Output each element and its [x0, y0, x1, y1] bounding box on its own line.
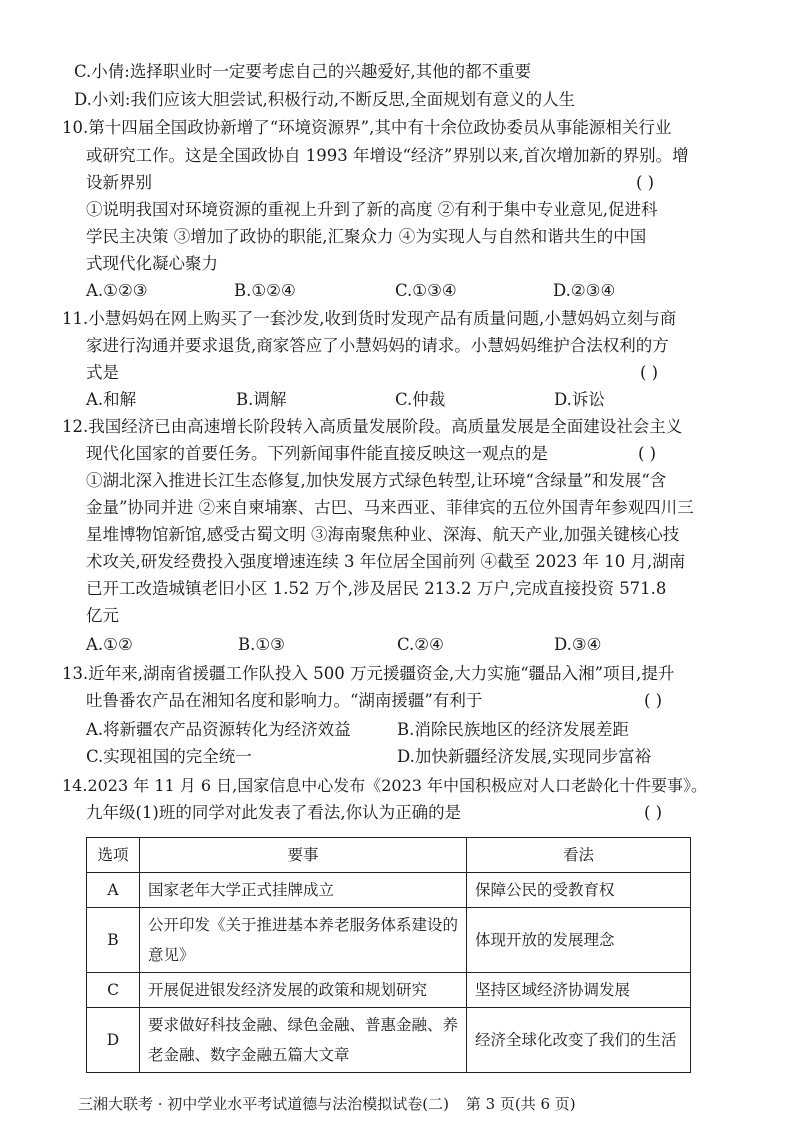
q12-option-a: A.①② — [86, 635, 133, 654]
q10-stem-line1: 10.第十四届全国政协新增了“环境资源界”,其中有十余位政协委员从事能源相关行业 — [62, 118, 672, 137]
q14-stem-line1: 14.2023 年 11 月 6 日,国家信息中心发布《2023 年中国积极应对人口老龄化十件要事》。 — [62, 776, 708, 795]
q10-option-b: B.①②④ — [234, 281, 296, 300]
table-cell-option: C — [87, 973, 140, 1008]
table-cell-view: 体现开放的发展理念 — [467, 908, 691, 973]
q12-statement-line4: 术攻关,研发经费投入强度增速连续 3 年位居全国前列 ④截至 2023 年 10 月,湖南 — [86, 552, 686, 571]
q13-answer-blank: ( ) — [644, 691, 663, 710]
page-footer — [78, 1093, 576, 1114]
q10-statement-line1: ①说明我国对环境资源的重视上升到了新的高度 ②有利于集中专业意见,促进科 — [86, 200, 658, 219]
table-cell-event: 开展促进银发经济发展的政策和规划研究 — [140, 973, 467, 1008]
table-row — [87, 908, 691, 973]
q12-statement-line1: ①湖北深入推进长江生态修复,加快发展方式绿色转型,让环境“含绿量”和发展“含 — [86, 471, 667, 490]
q11-stem-line3: 式是 — [86, 363, 119, 382]
q11-stem-line1: 11.小慧妈妈在网上购买了一套沙发,收到货时发现产品有质量问题,小慧妈妈立刻与商 — [62, 309, 677, 328]
q13-stem-line1: 13.近年来,湖南省援疆工作队投入 500 万元援疆资金,大力实施“疆品入湘”项目,提升 — [62, 664, 675, 683]
footer-exam-title: 三湘大联考 · 初中学业水平考试道德与法治模拟试卷(二) — [78, 1095, 450, 1113]
table-cell-option: A — [87, 873, 140, 908]
table-cell-view: 坚持区域经济协调发展 — [467, 973, 691, 1008]
q12-stem-line2: 现代化国家的首要任务。下列新闻事件能直接反映这一观点的是 — [86, 444, 548, 463]
q12-stem-line1: 12.我国经济已由高速增长阶段转入高质量发展阶段。高质量发展是全面建设社会主义 — [62, 417, 683, 436]
table-cell-event: 国家老年大学正式挂牌成立 — [140, 873, 467, 908]
table-cell-option: B — [87, 908, 140, 973]
table-header-view: 看法 — [467, 838, 691, 873]
q10-statement-line3: 式现代化凝心聚力 — [86, 254, 218, 273]
q14-answer-blank: ( ) — [644, 803, 663, 822]
table-cell-event: 公开印发《关于推进基本养老服务体系建设的意见》 — [140, 908, 467, 973]
q12-statement-line2: 金量”协同并进 ②来自柬埔寨、古巴、马来西亚、菲律宾的五位外国青年参观四川三 — [86, 498, 694, 517]
q11-option-b: B.调解 — [236, 390, 287, 409]
q10-statement-line2: 学民主决策 ③增加了政协的职能,汇聚众力 ④为实现人与自然和谐共生的中国 — [86, 227, 647, 246]
q11-option-a: A.和解 — [86, 390, 137, 409]
q10-stem-line2: 或研究工作。这是全国政协自 1993 年增设“经济”界别以来,首次增加新的界别。增 — [86, 146, 689, 165]
q12-answer-blank: ( ) — [638, 444, 657, 463]
table-cell-event: 要求做好科技金融、绿色金融、普惠金融、养老金融、数字金融五篇大文章 — [140, 1008, 467, 1073]
table-row — [87, 1008, 691, 1073]
q10-answer-blank: ( ) — [636, 173, 655, 192]
table-row — [87, 873, 691, 908]
q13-option-b: B.消除民族地区的经济发展差距 — [397, 720, 629, 739]
table-header-option: 选项 — [87, 838, 140, 873]
q14-table — [86, 837, 691, 1073]
q11-option-c: C.仲裁 — [395, 390, 446, 409]
table-row — [87, 973, 691, 1008]
q9-option-d: D.小刘:我们应该大胆尝试,积极行动,不断反思,全面规划有意义的人生 — [74, 90, 576, 109]
q10-option-c: C.①③④ — [395, 281, 457, 300]
q12-option-c: C.②④ — [397, 635, 444, 654]
q12-statement-line6: 亿元 — [86, 606, 119, 625]
table-header-event: 要事 — [140, 838, 467, 873]
q13-option-c: C.实现祖国的完全统一 — [86, 747, 252, 766]
table-cell-option: D — [87, 1008, 140, 1073]
q11-stem-line2: 家进行沟通并要求退货,商家答应了小慧妈妈的请求。小慧妈妈维护合法权利的方 — [86, 336, 669, 355]
q12-statement-line5: 已开工改造城镇老旧小区 1.52 万个,涉及居民 213.2 万户,完成直接投资 571.8 — [86, 579, 667, 598]
table-cell-view: 保障公民的受教育权 — [467, 873, 691, 908]
q10-option-d: D.②③④ — [553, 281, 616, 300]
footer-page-number: 第 3 页(共 6 页) — [465, 1095, 576, 1113]
q13-option-d: D.加快新疆经济发展,实现同步富裕 — [397, 747, 652, 766]
q12-option-d: D.③④ — [554, 635, 602, 654]
q13-stem-line2: 吐鲁番农产品在湘知名度和影响力。“湖南援疆”有利于 — [86, 691, 483, 710]
q9-option-c: C.小倩:选择职业时一定要考虑自己的兴趣爱好,其他的都不重要 — [74, 62, 532, 81]
q11-option-d: D.诉讼 — [554, 390, 605, 409]
table-cell-view: 经济全球化改变了我们的生活 — [467, 1008, 691, 1073]
q12-option-b: B.①③ — [238, 635, 285, 654]
q14-stem-line2: 九年级(1)班的同学对此发表了看法,你认为正确的是 — [86, 803, 462, 822]
q12-statement-line3: 星堆博物馆新馆,感受古蜀文明 ③海南聚焦种业、深海、航天产业,加强关键核心技 — [86, 525, 680, 544]
q10-stem-line3: 设新界别 — [86, 173, 152, 192]
q13-option-a: A.将新疆农产品资源转化为经济效益 — [86, 720, 351, 739]
q11-answer-blank: ( ) — [640, 363, 659, 382]
q10-option-a: A.①②③ — [86, 281, 148, 300]
table-header-row — [87, 838, 691, 873]
